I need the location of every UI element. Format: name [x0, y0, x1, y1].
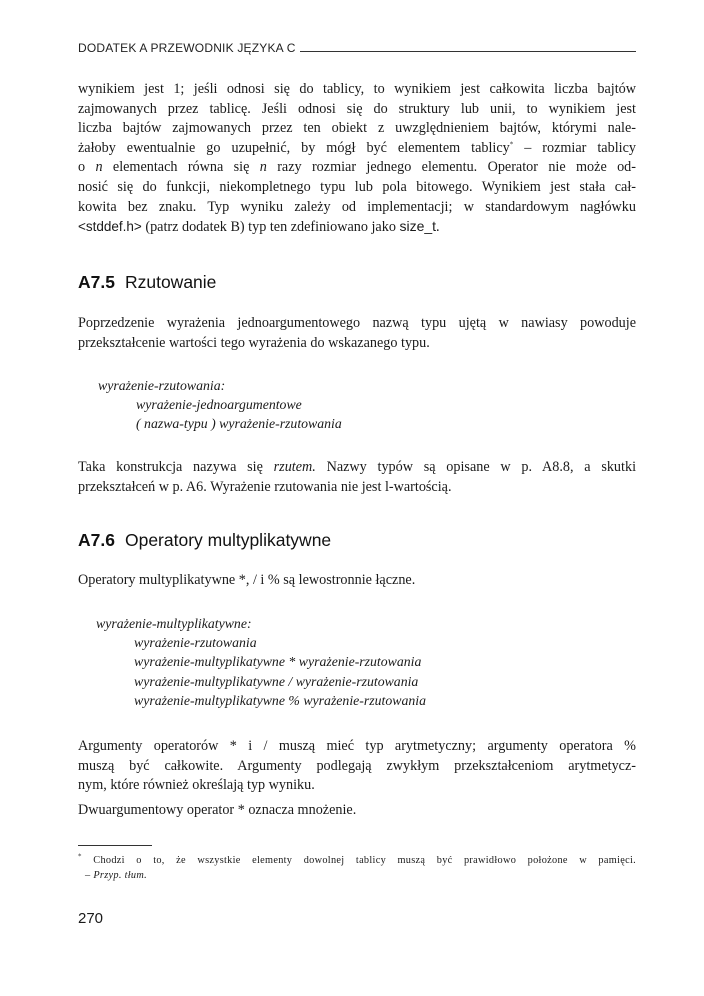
section-heading-a75 [78, 272, 216, 293]
footnote-line: – Przyp. tłum. [85, 870, 147, 881]
text-line: muszą być całkowite. Argumenty podlegają zwykłym przekształceniom arytmetycz- [78, 757, 636, 774]
footnote-mark: * [78, 852, 82, 861]
text-line: przekształcenie wartości tego wyrażenia do wskazanego typu. [78, 334, 430, 351]
section-title: Operatory multyplikatywne [124, 530, 332, 550]
grammar-alternative: wyrażenie-multyplikatywne * wyrażenie-rzutowania [134, 654, 422, 670]
text-line: zajmowanych przez tablicę. Jeśli odnosi się do struktury lub unii, to wynikiem jest [78, 100, 636, 117]
a76-paragraph-2 [78, 737, 636, 796]
translator-note: Przyp. tłum. [93, 870, 147, 881]
grammar-alternative: wyrażenie-jednoargumentowe [136, 397, 302, 413]
grammar-alternative: wyrażenie-rzutowania [134, 635, 257, 651]
a75-paragraph-2 [78, 458, 636, 497]
text-line: o n elementach równa się n razy rozmiar jednego elementu. Operator nie może od- [78, 159, 637, 176]
section-title: Rzutowanie [124, 272, 217, 292]
type-name: size_t [399, 218, 437, 235]
header-file-name: <stddef.h> [78, 219, 142, 235]
header-rule [300, 51, 636, 52]
grammar-alternative: ( nazwa-typu ) wyrażenie-rzutowania [136, 416, 342, 432]
section-heading-a76 [78, 530, 331, 551]
text-line: nym, które również określają typ wyniku. [78, 777, 315, 794]
text-line: Argumenty operatorów * i / muszą mieć typ arytmetyczny; argumenty operatora % [78, 738, 636, 754]
text-line: nosić się do funkcji, niekompletnego typu lub pola bitowego. Wynikiem jest stała cał- [78, 178, 636, 195]
grammar-alternative: wyrażenie-multyplikatywne / wyrażenie-rzutowania [134, 673, 419, 689]
footnote [78, 853, 636, 883]
text-line: liczba bajtów zajmowanych przez ten obiekt z uwzględnieniem bajtów, którymi nale- [78, 120, 636, 137]
text-line: Taka konstrukcja nazywa się rzutem. Nazwy typów są opisane w p. A8.8, a skutki [78, 459, 637, 475]
running-title: DODATEK A PRZEWODNIK JĘZYKA C [78, 41, 296, 55]
intro-paragraph [78, 80, 636, 238]
page-number: 270 [78, 910, 104, 927]
multiplicative-grammar [96, 614, 426, 710]
text-line: wynikiem jest 1; jeśli odnosi się do tablicy, to wynikiem jest całkowita liczba bajtów [78, 81, 636, 97]
a76-paragraph-3 [78, 801, 636, 821]
footnote-line: * Chodzi o to, że wszystkie elementy dowolnej tablicy muszą być prawidłowo położone w pamięci. [78, 852, 637, 866]
running-header [78, 41, 636, 55]
text-line: <stddef.h> (patrz dodatek B) typ ten zdefiniowano jako size_t. [78, 218, 440, 236]
term: rzutem. [273, 459, 316, 475]
a76-paragraph [78, 571, 636, 591]
cast-grammar [98, 376, 342, 434]
footnote-rule [78, 845, 152, 846]
text-line: Operatory multyplikatywne *, / i % są lewostronnie łączne. [78, 572, 416, 588]
grammar-lhs: wyrażenie-rzutowania: [98, 378, 226, 393]
grammar-lhs: wyrażenie-multyplikatywne: [96, 616, 252, 631]
grammar-alternative: wyrażenie-multyplikatywne % wyrażenie-rzutowania [134, 692, 426, 708]
footnote-reference: * [509, 140, 514, 149]
text-line: kowita bez znaku. Typ wyniku zależy od implementacji; w standardowym nagłówku [78, 198, 636, 215]
section-number: A7.6 [78, 530, 115, 550]
text-line: przekształceń w p. A6. Wyrażenie rzutowania nie jest l-wartością. [78, 478, 452, 495]
a75-paragraph [78, 314, 636, 353]
text-line: żałoby ewentualnie go uzupełnić, by mógł być elementem tablicy* – rozmiar tablicy [78, 139, 636, 156]
text-line: Dwuargumentowy operator * oznacza mnożenie. [78, 802, 357, 818]
section-number: A7.5 [78, 272, 115, 292]
text-line: Poprzedzenie wyrażenia jednoargumentowego nazwą typu ujętą w nawiasy powoduje [78, 315, 636, 331]
